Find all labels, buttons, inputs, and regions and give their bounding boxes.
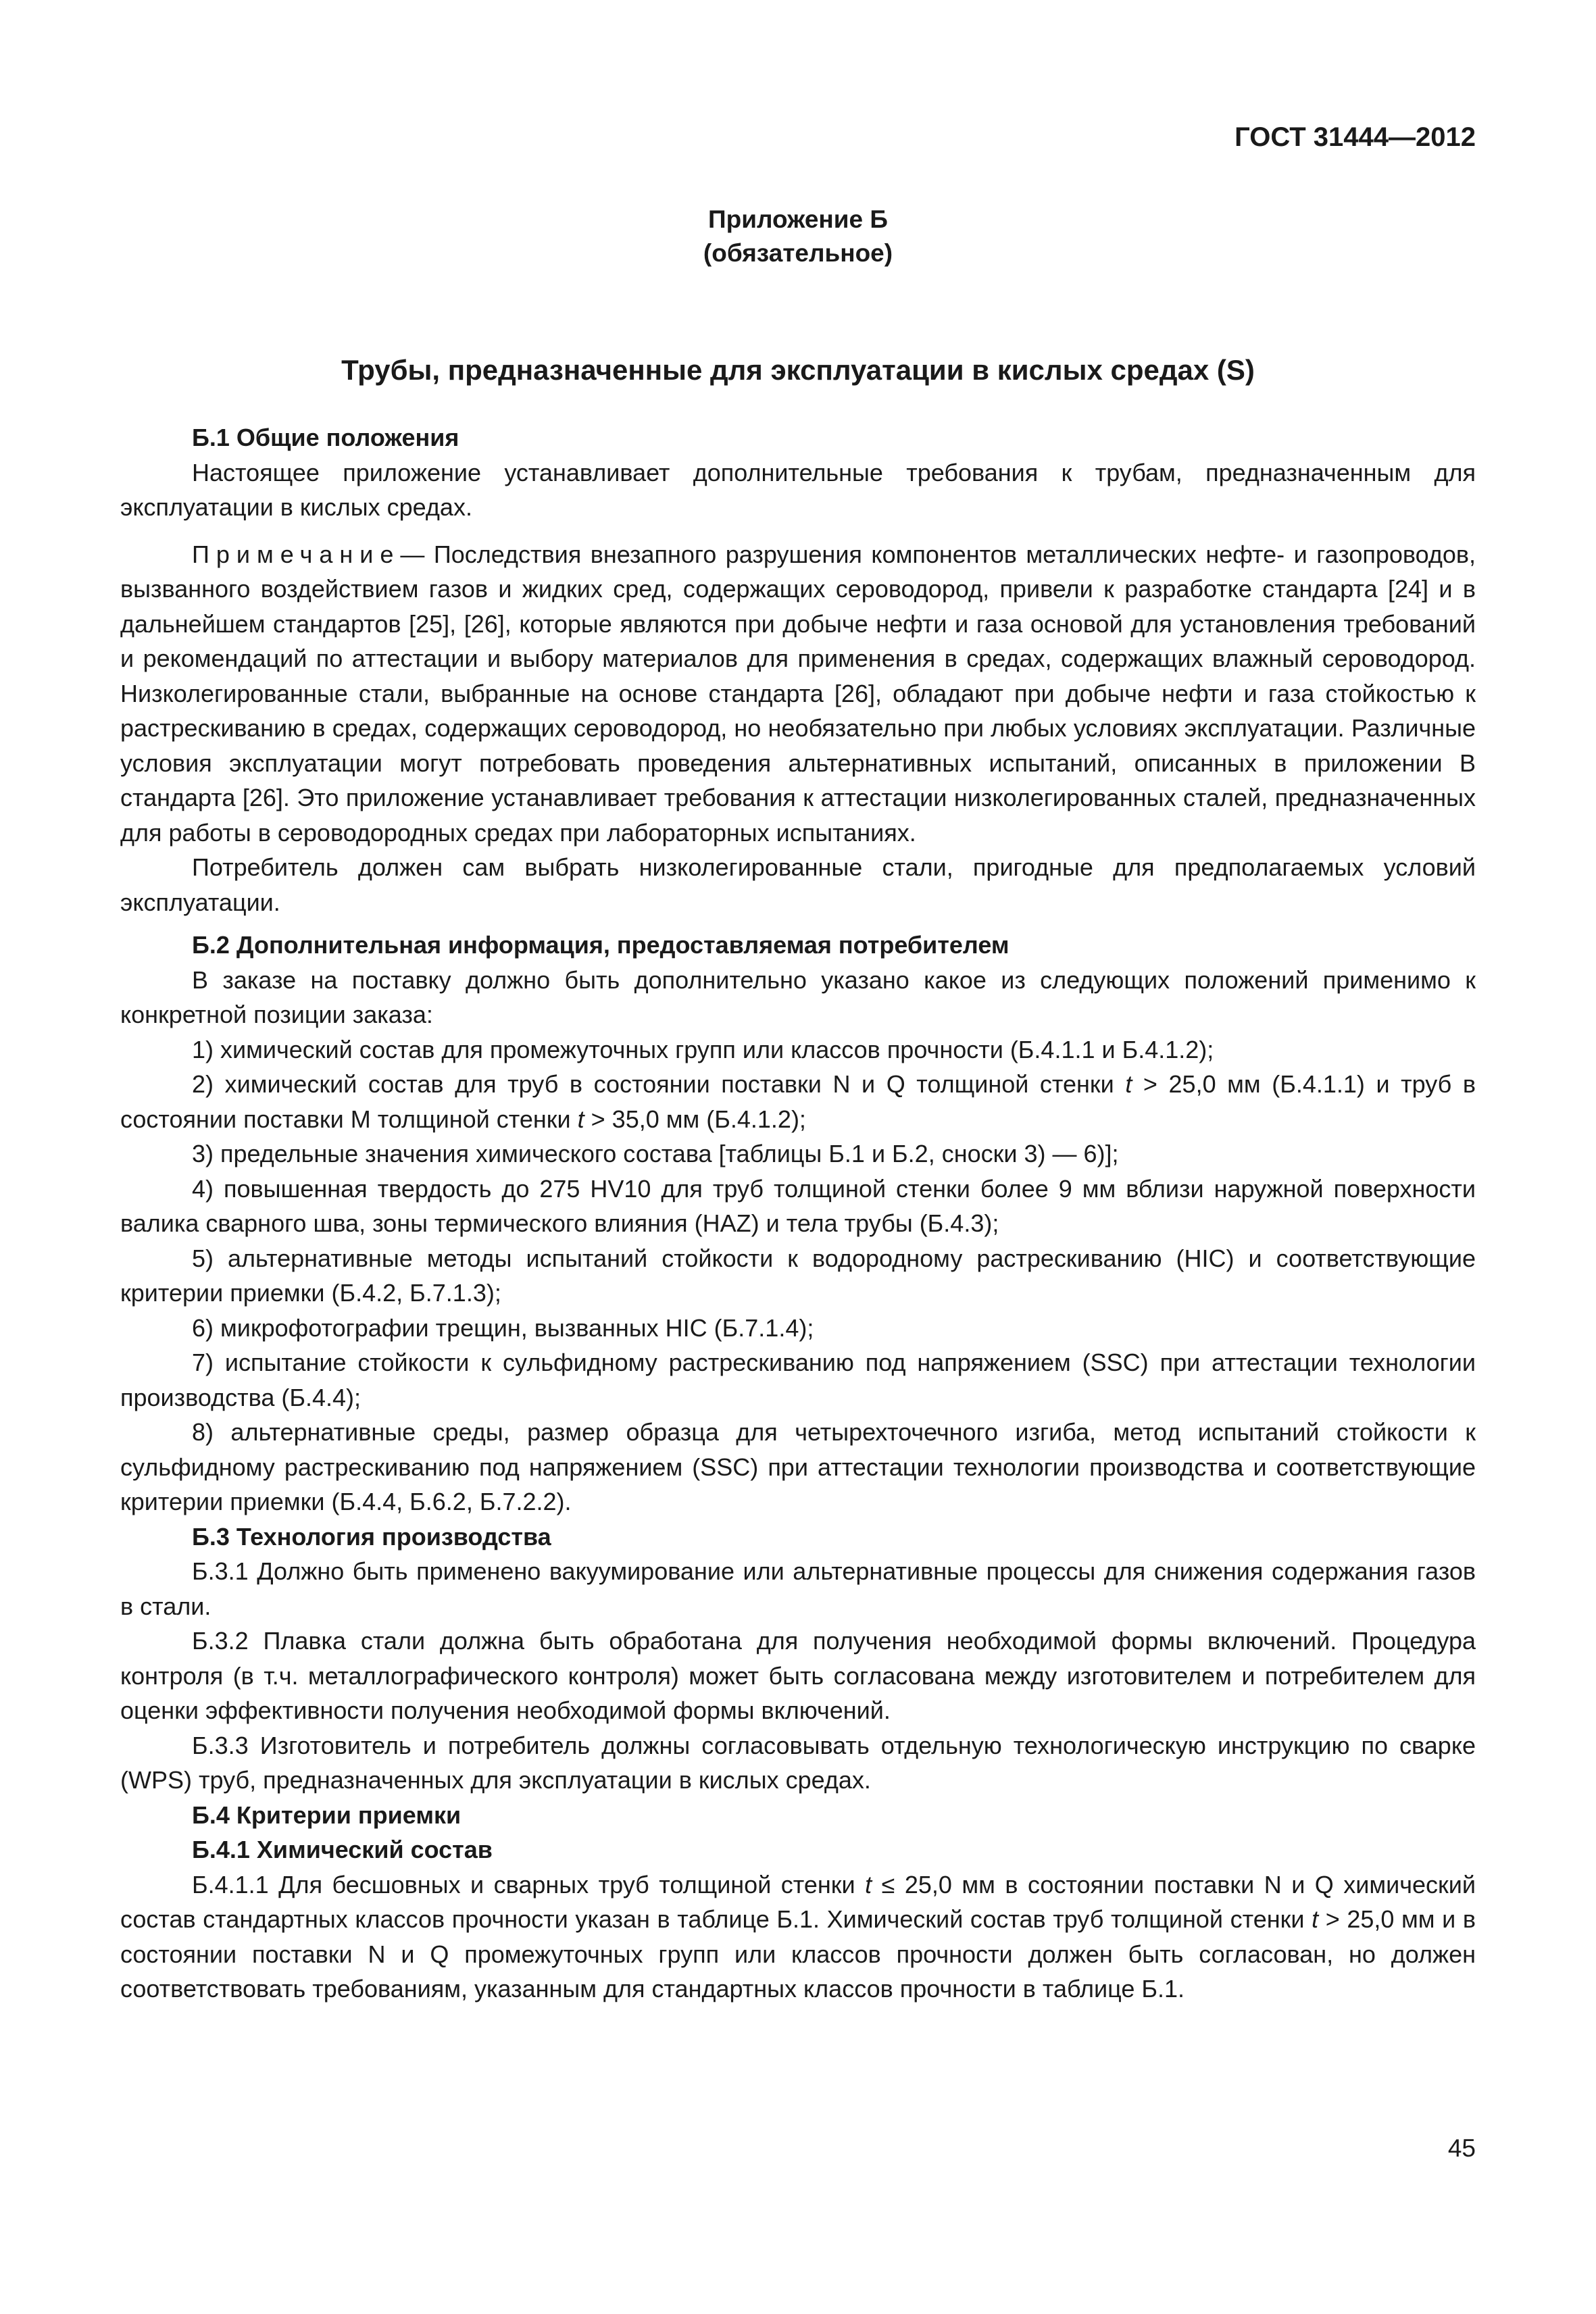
list-item: 1) химический состав для промежуточных групп или классов прочности (Б.4.1.1 и Б.4.1.2); <box>192 1035 1214 1063</box>
section-heading-b1: Б.1 Общие положения <box>192 424 459 451</box>
list-item: 3) предельные значения химического состава [таблицы Б.1 и Б.2, сноски 3) — 6)]; <box>192 1140 1119 1167</box>
list-item: 6) микрофотографии трещин, вызванных HIC (Б.7.1.4); <box>192 1313 814 1342</box>
paragraph: Б.4.1.1 Для бесшовных и сварных труб толщиной стенки t ≤ 25,0 мм в состоянии поставки N и Q химический состав стандартных классов прочности указан в таблице Б.1. Химический состав труб толщиной стенки t > 25,0 мм и в состоянии поставки N и Q промежуточных групп или классов прочности должен быть согласован, но должен соответствовать требованиям, указанным для стандартных классов прочности в таблице Б.1. <box>120 1870 1476 2003</box>
note-text: — Последствия внезапного разрушения компонентов металлических нефте- и газопроводов, вызванного воздействием газов и жидких сред, содержащих сероводород, привели к разработке стандарта [24] и в дальнейшем стандартов [25], [26], которые являются при добыче нефти и газа основой для установления требований и рекомендаций по аттестации и выбору материалов для применения в средах, содержащих влажный сероводород. Низколегированные стали, выбранные на основе стандарта [26], обладают при добыче нефти и газа стойкостью к растрескиванию в средах, содержащих сероводород, но необязательно при любых условиях эксплуатации. Различные условия эксплуатации могут потребовать проведения альтернативных испытаний, описанных в приложении В стандарта [26]. Это приложение устанавливает требования к аттестации низколегированных сталей, предназначенных для работы в сероводородных средах при лабораторных испытаниях. <box>120 540 1476 847</box>
appendix-status: (обязательное) <box>703 239 893 267</box>
list-item: 5) альтернативные методы испытаний стойкости к водородному растрескиванию (HIC) и соответствующие критерии приемки (Б.4.2, Б.7.1.3); <box>120 1244 1476 1307</box>
paragraph: Б.3.3 Изготовитель и потребитель должны согласовывать отдельную технологическую инструкцию по сварке (WPS) труб, предназначенных для эксплуатации в кислых средах. <box>120 1731 1476 1794</box>
paragraph: Настоящее приложение устанавливает дополнительные требования к трубам, предназначенным для эксплуатации в кислых средах. <box>120 458 1476 521</box>
paragraph: Б.3.2 Плавка стали должна быть обработана для получения необходимой формы включений. Процедура контроля (в т.ч. металлографического контроля) может быть согласована между изготовителем и потребителем для оценки эффективности получения необходимой формы включений. <box>120 1627 1476 1724</box>
appendix-heading <box>0 203 1596 270</box>
section-heading-b2: Б.2 Дополнительная информация, предоставляемая потребителем <box>192 931 1009 959</box>
subsection-heading-b41: Б.4.1 Химический состав <box>192 1836 493 1863</box>
list-item: 4) повышенная твердость до 275 HV10 для труб толщиной стенки более 9 мм вблизи наружной поверхности валика сварного шва, зоны термического влияния (HAZ) и тела трубы (Б.4.3); <box>120 1174 1476 1237</box>
paragraph: В заказе на поставку должно быть дополнительно указано какое из следующих положений применимо к конкретной позиции заказа: <box>120 965 1476 1028</box>
list-item: 2) химический состав для труб в состоянии поставки N и Q толщиной стенки t > 25,0 мм (Б.4.1.1) и труб в состоянии поставки М толщиной стенки t > 35,0 мм (Б.4.1.2); <box>120 1070 1476 1133</box>
page-number: 45 <box>1447 2134 1476 2162</box>
paragraph: Потребитель должен сам выбрать низколегированные стали, пригодные для предполагаемых условий эксплуатации. <box>120 853 1476 916</box>
appendix-title: Приложение Б <box>708 205 888 233</box>
list-item: 7) испытание стойкости к сульфидному растрескиванию под напряжением (SSC) при аттестации технологии производства (Б.4.4); <box>120 1349 1476 1411</box>
paragraph: Б.3.1 Должно быть применено вакуумирование или альтернативные процессы для снижения содержания газов в стали. <box>120 1557 1476 1620</box>
section-heading-b3: Б.3 Технология производства <box>192 1522 551 1551</box>
note-label: Примечание <box>192 540 401 568</box>
standard-code: ГОСТ 31444—2012 <box>1235 122 1476 152</box>
list-item: 8) альтернативные среды, размер образца для четырехточечного изгиба, метод испытаний стойкости к сульфидному растрескиванию под напряжением (SSC) при аттестации технологии производства и соответствующие критерии приемки (Б.4.4, Б.6.2, Б.7.2.2). <box>120 1418 1476 1515</box>
section-heading-b4: Б.4 Критерии приемки <box>192 1801 462 1829</box>
document-title: Трубы, предназначенные для эксплуатации в кислых средах (S) <box>341 354 1255 386</box>
document-body <box>120 420 1476 2007</box>
note-paragraph <box>120 537 1476 851</box>
